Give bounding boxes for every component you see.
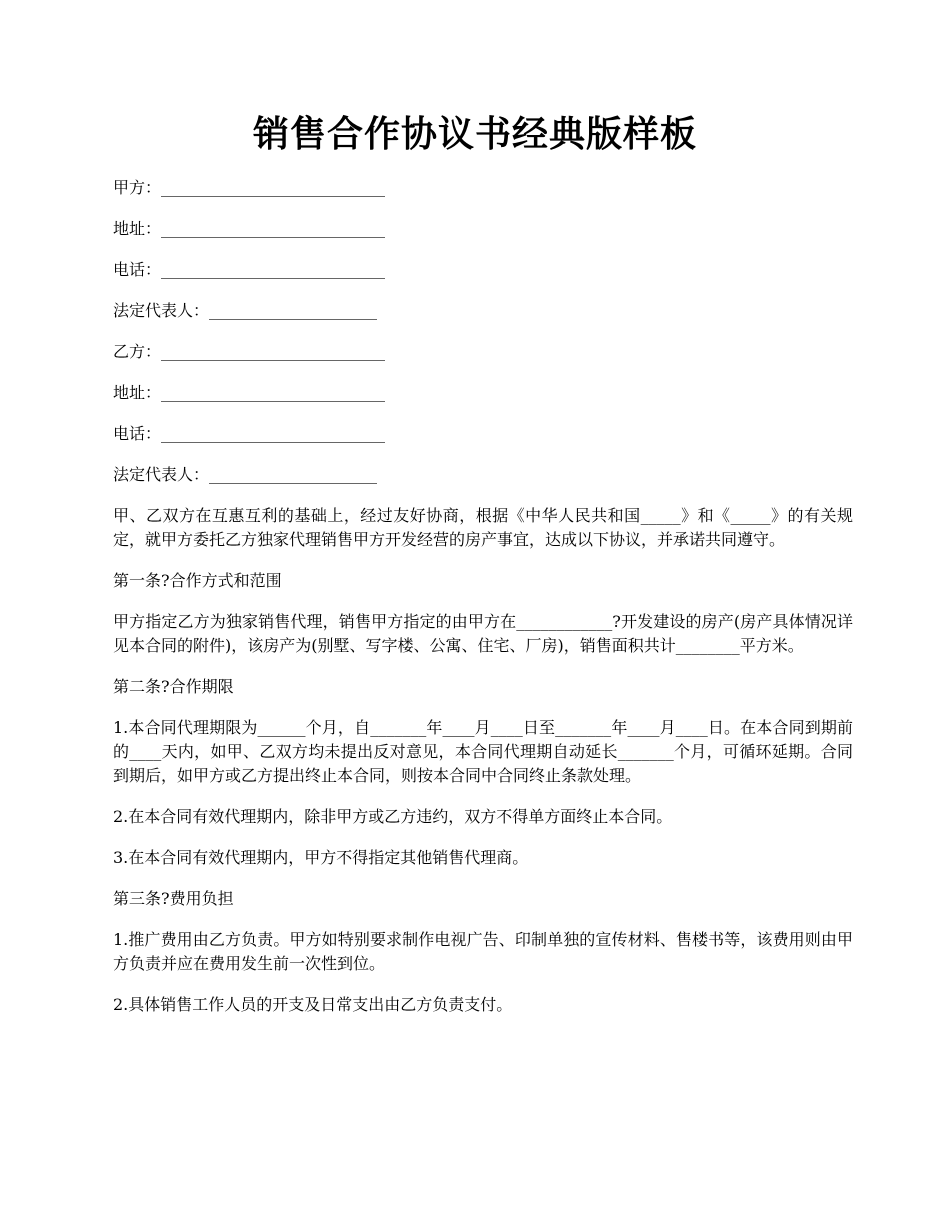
document-body xyxy=(113,176,853,1034)
intro-paragraph: 甲、乙双方在互惠互利的基础上，经过友好协商，根据《中华人民共和国_____》和《_____》的有关规定，就甲方委托乙方独家代理销售甲方开发经营的房产事宜，达成以下协议，并承诺共同遵守。 xyxy=(113,506,853,549)
article-3-heading: 第三条?费用负担 xyxy=(113,889,234,908)
article-2-item-2: 2.在本合同有效代理期内，除非甲方或乙方违约，双方不得单方面终止本合同。 xyxy=(113,807,673,826)
party-b-representative-field: 法定代表人：_____________________ xyxy=(113,465,378,484)
party-b-field: 乙方：____________________________ xyxy=(113,342,386,361)
party-a-representative-field: 法定代表人：_____________________ xyxy=(113,301,378,320)
party-a-phone-field: 电话：____________________________ xyxy=(113,260,386,279)
party-b-address-field: 地址：____________________________ xyxy=(113,383,386,402)
article-3-item-2: 2.具体销售工作人员的开支及日常支出由乙方负责支付。 xyxy=(113,995,513,1014)
article-3-item-1: 1.推广费用由乙方负责。甲方如特别要求制作电视广告、印制单独的宣传材料、售楼书等，该费用则由甲方负责并应在费用发生前一次性到位。 xyxy=(113,930,853,973)
article-1-text: 甲方指定乙方为独家销售代理，销售甲方指定的由甲方在____________?开发建设的房产(房产具体情况详见本合同的附件)，该房产为(别墅、写字楼、公寓、住宅、厂房)，销售面积共计________平方米。 xyxy=(113,612,853,655)
article-1-heading: 第一条?合作方式和范围 xyxy=(113,571,282,590)
article-2-item-1: 1.本合同代理期限为______个月，自_______年____月____日至_______年____月____日。在本合同到期前的____天内，如甲、乙双方均未提出反对意见，本合同代理期自动延长_______个月，可循环延期。合同到期后，如甲方或乙方提出终止本合同，则按本合同中合同终止条款处理。 xyxy=(113,718,853,785)
article-2-heading: 第二条?合作期限 xyxy=(113,677,234,696)
party-b-phone-field: 电话：____________________________ xyxy=(113,424,386,443)
document-title: 销售合作协议书经典版样板 xyxy=(252,114,697,155)
party-a-field: 甲方：____________________________ xyxy=(113,178,386,197)
party-a-address-field: 地址：____________________________ xyxy=(113,219,386,238)
article-2-item-3: 3.在本合同有效代理期内，甲方不得指定其他销售代理商。 xyxy=(113,848,529,867)
